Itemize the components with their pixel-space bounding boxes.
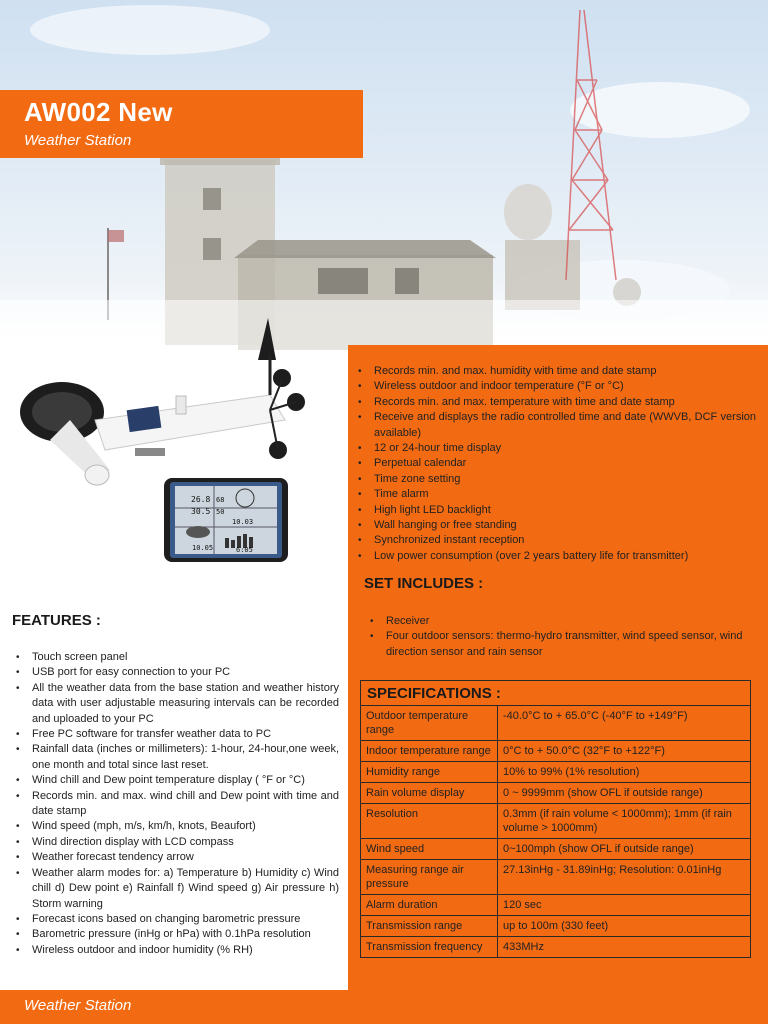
spec-value: -40.0°C to + 65.0°C (-40°F to +149°F) xyxy=(498,706,751,741)
list-item: • Records min. and max. wind chill and Dew point with time and date stamp xyxy=(16,789,339,818)
list-item: • Records min. and max. humidity with time and date stamp xyxy=(358,365,657,377)
product-subtitle: Weather Station xyxy=(24,132,132,149)
table-row xyxy=(361,895,751,916)
spec-value: 0~100mph (show OFL if outside range) xyxy=(498,839,751,860)
footer-text: Weather Station xyxy=(24,997,132,1014)
table-row xyxy=(361,860,751,895)
set-includes-list xyxy=(368,614,758,660)
top-feature-list xyxy=(356,364,756,564)
list-item: • Four outdoor sensors: thermo-hydro transmitter, wind speed sensor, wind direction sensor and rain sensor xyxy=(370,630,743,658)
console-reading-1: 26.8 xyxy=(191,495,211,504)
list-item: • Time alarm xyxy=(358,488,429,501)
spec-value: 0 ~ 9999mm (show OFL if outside range) xyxy=(498,783,751,804)
table-row xyxy=(361,783,751,804)
console-reading-2: 68 xyxy=(216,496,225,504)
footer-bar xyxy=(0,990,768,1024)
list-item: • Rainfall data (inches or millimeters): 1-hour, 24-hour,one week, one month and total since last reset. xyxy=(16,743,339,771)
list-item: • Weather alarm modes for: a) Temperature b) Humidity c) Wind chill d) Dew point e) Rainfall f) Wind speed g) Air pressure h) Storm warning xyxy=(16,866,339,910)
list-item: • Wind direction display with LCD compass xyxy=(16,835,234,848)
spec-value: 0°C to + 50.0°C (32°F to +122°F) xyxy=(498,741,751,762)
table-row xyxy=(361,706,751,741)
spec-value: 433MHz xyxy=(498,937,751,958)
spec-value: 10% to 99% (1% resolution) xyxy=(498,762,751,783)
list-item: • Wireless outdoor and indoor temperature (°F or °C) xyxy=(358,380,624,393)
features-list xyxy=(14,650,339,958)
title-banner xyxy=(0,90,363,158)
table-row xyxy=(361,839,751,860)
spec-key: Indoor temperature range xyxy=(361,741,498,762)
table-row xyxy=(361,916,751,937)
spec-key: Resolution xyxy=(361,804,498,839)
table-row xyxy=(361,741,751,762)
set-includes-heading: SET INCLUDES : xyxy=(364,575,484,592)
spec-key: Outdoor temperature range xyxy=(361,706,498,741)
spec-key: Alarm duration xyxy=(361,895,498,916)
list-item: • Wind speed (mph, m/s, km/h, knots, Beaufort) xyxy=(16,820,256,833)
console-reading-3: 30.5 xyxy=(191,507,211,516)
list-item: • Time zone setting xyxy=(358,472,461,485)
list-item: • Touch screen panel xyxy=(16,651,128,663)
list-item: • Receiver xyxy=(370,615,430,627)
console-reading-6: 10.05 xyxy=(192,544,214,552)
console-reading-4: 50 xyxy=(216,508,225,516)
spec-key: Humidity range xyxy=(361,762,498,783)
list-item: • Wireless outdoor and indoor humidity (% RH) xyxy=(16,943,253,956)
list-item: • 12 or 24-hour time display xyxy=(358,442,502,455)
list-item: • All the weather data from the base station and weather history data with user adjustable measuring intervals can be recorded and uploaded to your PC xyxy=(16,681,339,725)
list-item: • Wall hanging or free standing xyxy=(358,519,517,532)
product-title: AW002 New xyxy=(24,97,173,127)
table-row xyxy=(361,937,751,958)
spec-key: Rain volume display xyxy=(361,783,498,804)
table-row xyxy=(361,804,751,839)
list-item: • Perpetual calendar xyxy=(358,457,467,470)
table-row xyxy=(361,762,751,783)
list-item: • Records min. and max. temperature with time and date stamp xyxy=(358,395,675,408)
spec-value: 0.3mm (if rain volume < 1000mm); 1mm (if rain volume > 1000mm) xyxy=(498,804,751,839)
list-item: • High light LED backlight xyxy=(358,503,491,516)
spec-key: Transmission range xyxy=(361,916,498,937)
list-item: • USB port for easy connection to your PC xyxy=(16,666,231,679)
specifications-table xyxy=(360,680,751,958)
spec-key: Transmission frequency xyxy=(361,937,498,958)
spec-key: Measuring range air pressure xyxy=(361,860,498,895)
list-item: • Free PC software for transfer weather data to PC xyxy=(16,728,272,741)
list-item: • Forecast icons based on changing barometric pressure xyxy=(16,912,301,925)
spec-value: 120 sec xyxy=(498,895,751,916)
console-reading-5: 10.03 xyxy=(232,518,254,526)
features-heading: FEATURES : xyxy=(12,612,101,629)
weather-console xyxy=(164,478,288,562)
list-item: • Weather forecast tendency arrow xyxy=(16,851,194,864)
list-item: • Receive and displays the radio controlled time and date (WWVB, DCF version available) xyxy=(358,411,756,439)
list-item: • Low power consumption (over 2 years battery life for transmitter) xyxy=(358,549,689,562)
list-item: • Barometric pressure (inHg or hPa) with 0.1hPa resolution xyxy=(16,928,311,941)
spec-value: up to 100m (330 feet) xyxy=(498,916,751,937)
console-reading-7: 6:05 xyxy=(236,546,253,554)
specifications-heading: SPECIFICATIONS : xyxy=(361,681,751,706)
list-item: • Synchronized instant reception xyxy=(358,534,525,547)
spec-key: Wind speed xyxy=(361,839,498,860)
spec-value: 27.13inHg - 31.89inHg; Resolution: 0.01inHg xyxy=(498,860,751,895)
list-item: • Wind chill and Dew point temperature display ( °F or °C) xyxy=(16,774,305,787)
